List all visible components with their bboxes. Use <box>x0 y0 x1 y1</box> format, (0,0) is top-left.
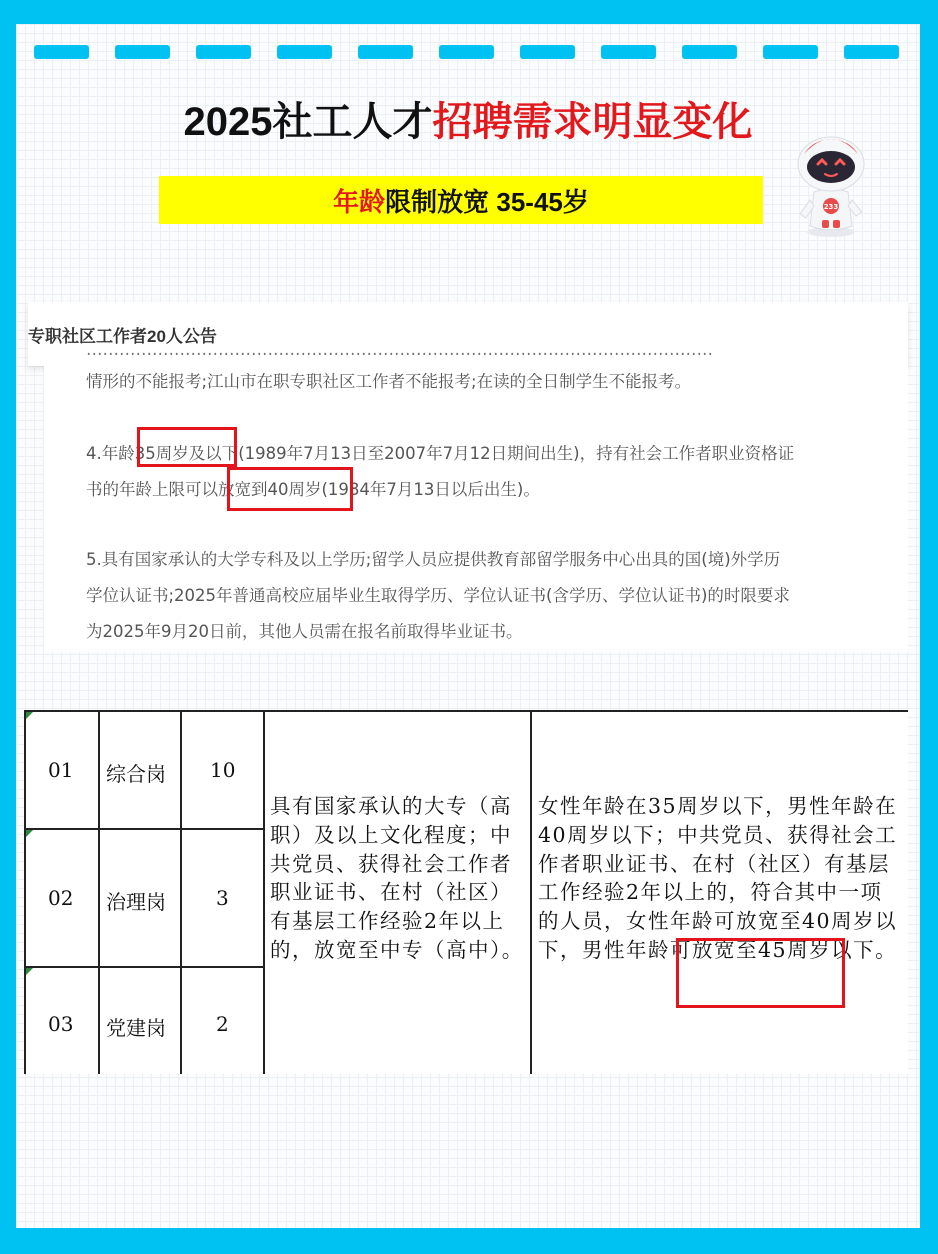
cut-off-line: …………………………………………………………………………………………………… <box>86 340 713 359</box>
subtitle-banner <box>159 176 763 224</box>
table-cell-count: 3 <box>216 886 229 910</box>
table-cell-position: 综合岗 <box>106 762 166 786</box>
banner-red-part: 年龄 <box>333 186 386 217</box>
age-requirement: 女性年龄在35周岁以下，男性年龄在40周岁以下；中共党员、获得社会工作者职业证书、在村（社区）有基层工作经验2年以上的，符合其中一项的人员，女性年龄可放宽至40周岁以下，男性年龄可放宽至45周岁以下。 <box>538 794 898 962</box>
table-cell-code: 02 <box>48 886 74 910</box>
table-cell-code: 01 <box>48 758 74 782</box>
job-requirements-table <box>24 710 908 1074</box>
notice-line: 书的年龄上限可以放宽到40周岁(1984年7月13日以后出生)。 <box>86 480 540 499</box>
education-requirement: 具有国家承认的大专（高职）及以上文化程度；中共党员、获得社会工作者职业证书、在村（社区）有基层工作经验2年以上的，放宽至中专（高中）。 <box>270 794 524 962</box>
table-cell-position: 治理岗 <box>106 890 166 914</box>
highlight-box <box>137 427 237 467</box>
poster-card <box>16 24 920 1228</box>
notice-header-title: 专职社区工作者20人公告 <box>28 327 217 346</box>
highlight-box <box>227 467 353 511</box>
table-cell-code: 03 <box>48 1012 74 1036</box>
banner-black-part: 限制放宽 35-45岁 <box>385 186 589 217</box>
highlight-box <box>676 938 845 1008</box>
dash-border-decoration <box>34 45 902 59</box>
svg-text:233: 233 <box>823 203 839 211</box>
notice-line: 学位认证书;2025年普通高校应届毕业生取得学历、学位认证书(含学历、学位认证书)的时限要求 <box>86 586 790 605</box>
robot-mascot-icon <box>794 130 868 240</box>
notice-text-panel <box>44 340 908 652</box>
table-cell-count: 2 <box>216 1012 229 1036</box>
notice-line: 为2025年9月20日前，其他人员需在报名前取得毕业证书。 <box>86 622 523 641</box>
notice-line: 情形的不能报考;江山市在职专职社区工作者不能报考;在读的全日制学生不能报考。 <box>86 372 692 391</box>
title-black-part: 2025社工人才 <box>183 100 433 144</box>
table-cell-position: 党建岗 <box>106 1016 166 1040</box>
page-title <box>16 90 920 147</box>
title-red-part: 招聘需求明显变化 <box>432 100 753 144</box>
notice-line: 4.年龄35周岁及以下(1989年7月13日至2007年7月12日期间出生)，持有社会工作者职业资格证 <box>86 444 795 463</box>
notice-line: 5.具有国家承认的大学专科及以上学历;留学人员应提供教育部留学服务中心出具的国(境)外学历 <box>86 550 781 569</box>
table-cell-count: 10 <box>210 758 236 782</box>
